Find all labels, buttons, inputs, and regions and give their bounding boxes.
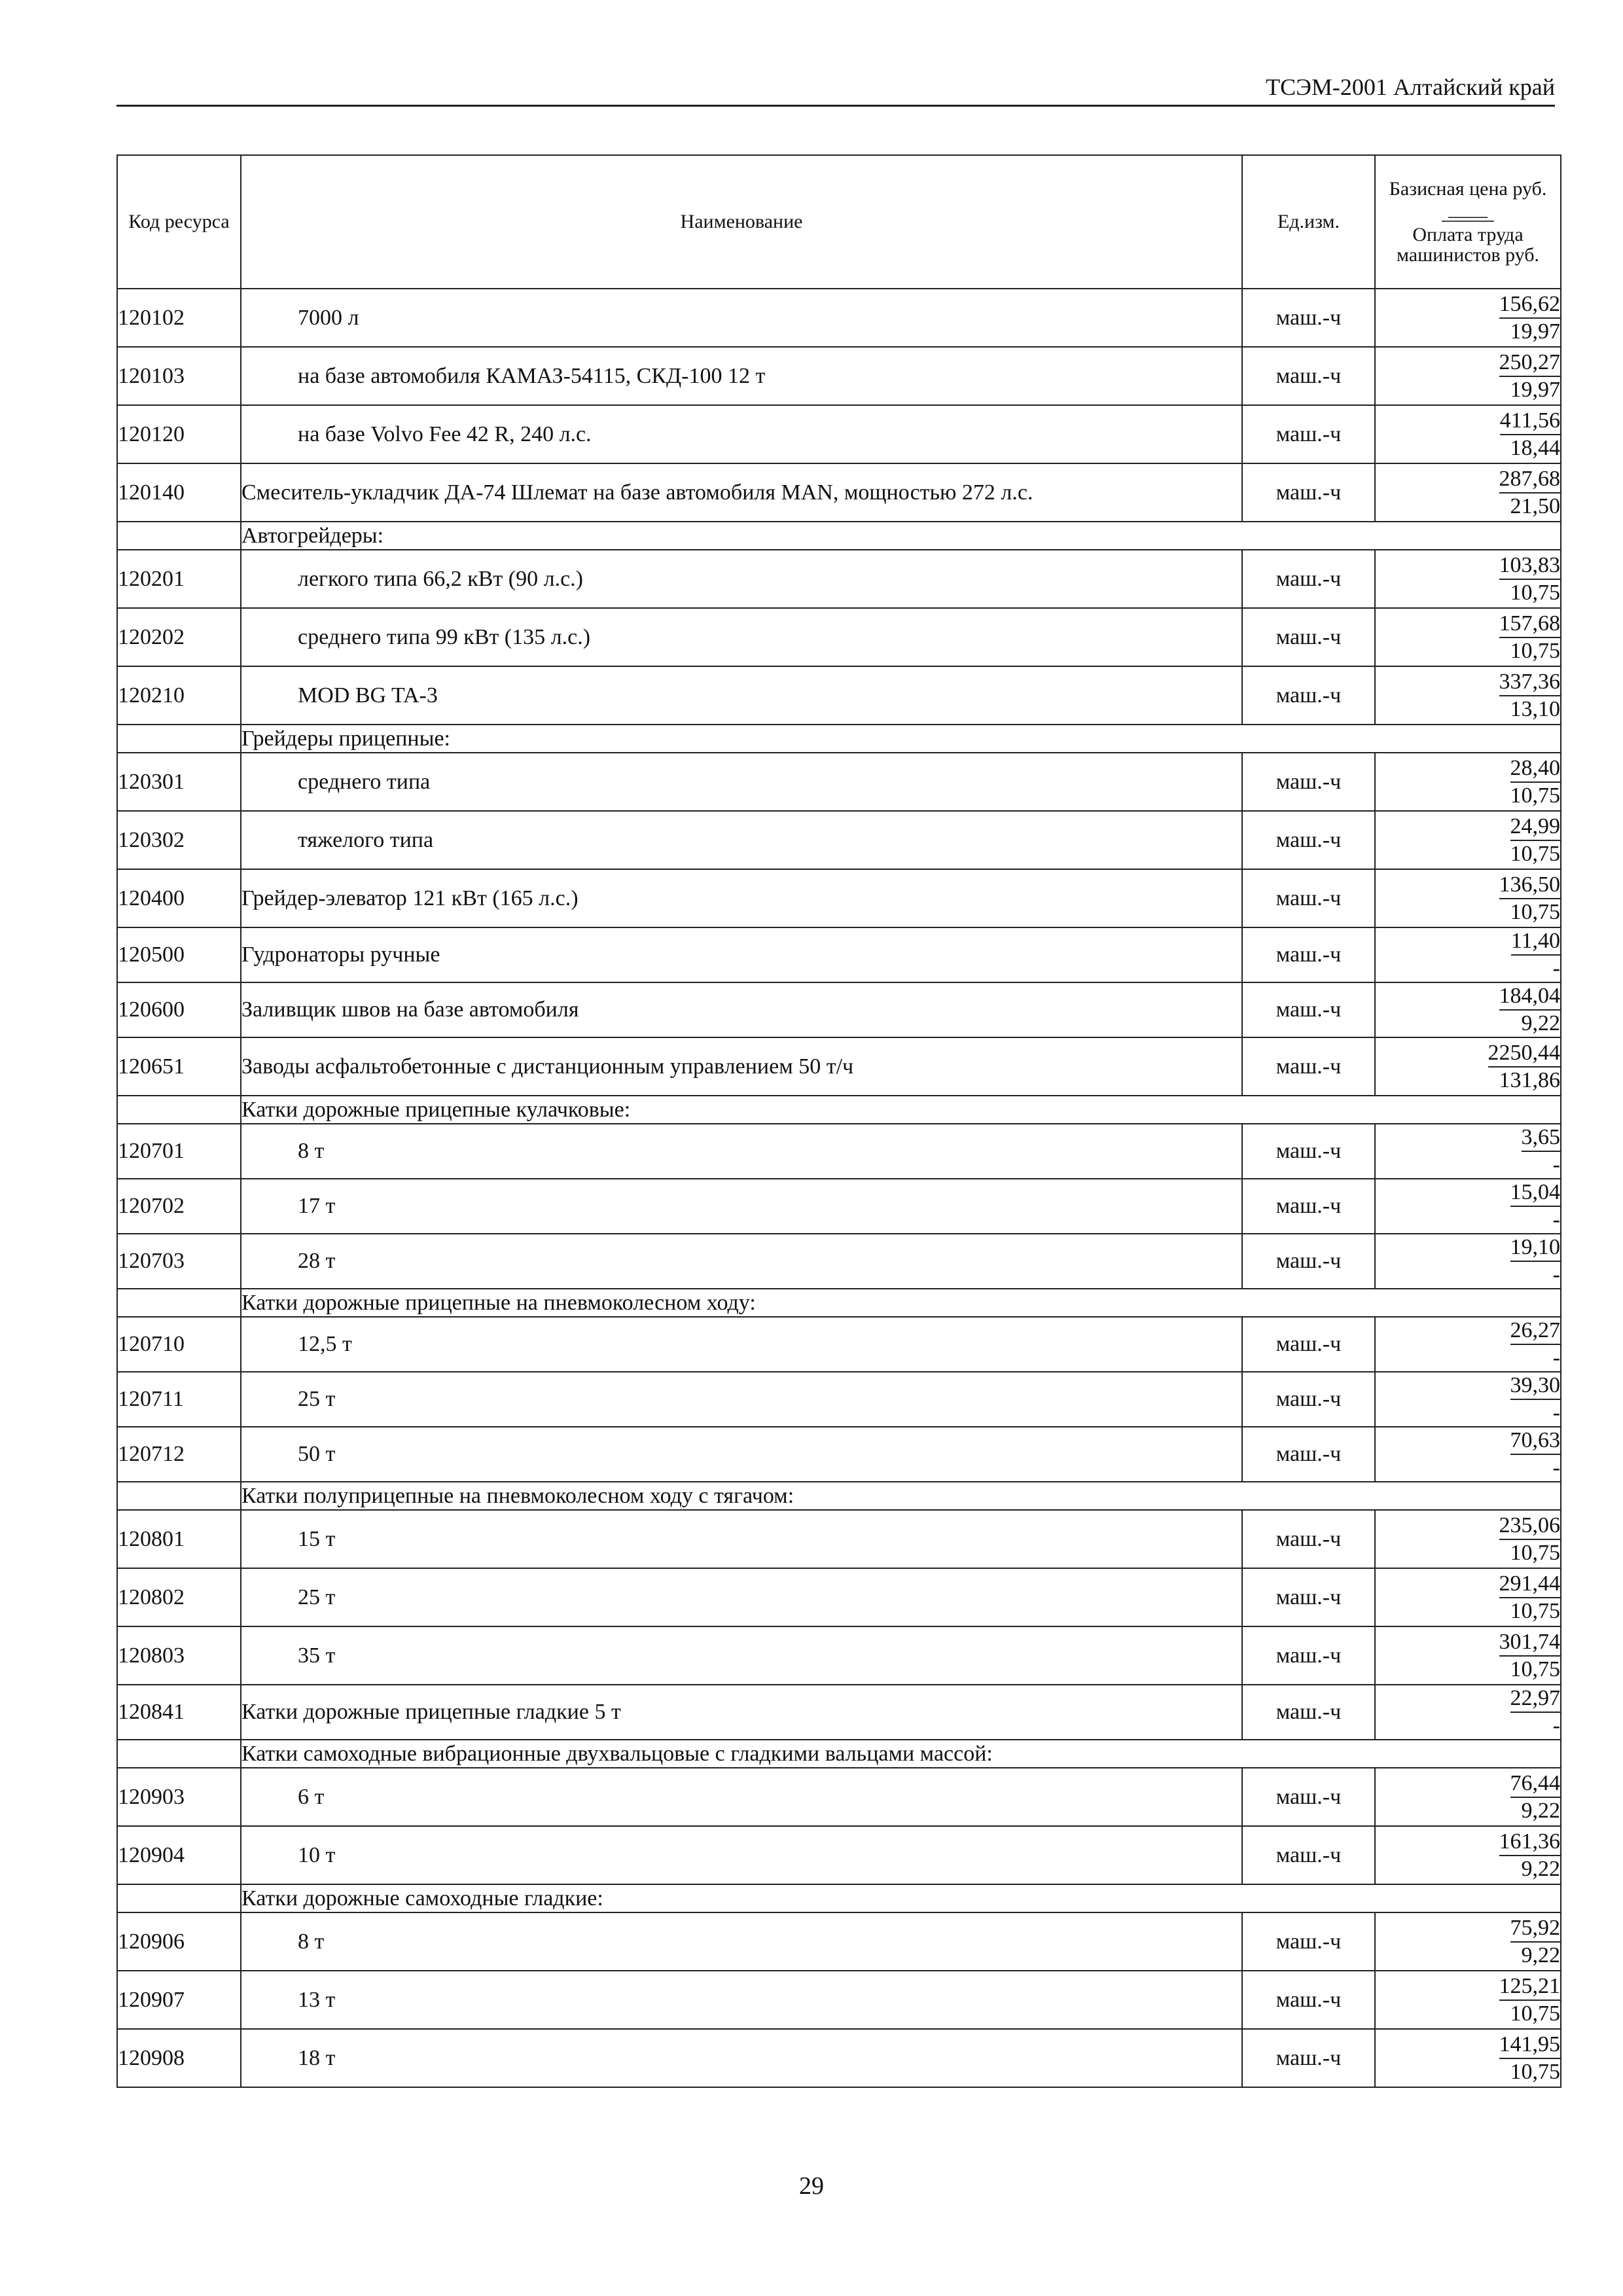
operator-wage: 19,97: [1510, 319, 1560, 344]
unit-of-measure: маш.-ч: [1242, 1626, 1375, 1685]
price-fraction: [1510, 1179, 1561, 1233]
table-row: [117, 1685, 1561, 1740]
header-price: [1375, 155, 1561, 289]
price-fraction: [1499, 466, 1561, 520]
resource-name: 15 т: [241, 1510, 1242, 1568]
table-row: [117, 1372, 1561, 1427]
base-price: 125,21: [1499, 1973, 1561, 2001]
operator-wage: -: [1552, 1456, 1560, 1480]
price-cell: [1375, 869, 1561, 927]
resource-code: 120701: [117, 1124, 241, 1179]
group-heading-row: [117, 1482, 1561, 1510]
operator-wage: 10,75: [1510, 783, 1560, 808]
table-row: [117, 1427, 1561, 1482]
resource-code: 120201: [117, 550, 241, 608]
resource-name: 17 т: [241, 1179, 1242, 1234]
resource-code: 120711: [117, 1372, 241, 1427]
table-row: [117, 1971, 1561, 2029]
operator-wage: 9,22: [1521, 1011, 1560, 1035]
operator-wage: -: [1552, 1208, 1560, 1232]
price-cell: [1375, 1626, 1561, 1685]
base-price: 103,83: [1499, 552, 1561, 580]
operator-wage: 9,22: [1521, 1856, 1560, 1881]
price-cell: [1375, 1037, 1561, 1096]
price-cell: [1375, 463, 1561, 522]
unit-of-measure: маш.-ч: [1242, 405, 1375, 463]
unit-of-measure: маш.-ч: [1242, 1037, 1375, 1096]
unit-of-measure: маш.-ч: [1242, 1971, 1375, 2029]
resource-price-table: [116, 154, 1561, 2088]
operator-wage: 19,97: [1510, 377, 1560, 402]
resource-name: Заливщик швов на базе автомобиля: [241, 982, 1242, 1037]
resource-name: на базе Volvo Fee 42 R, 240 л.с.: [241, 405, 1242, 463]
price-fraction: [1499, 1513, 1561, 1566]
group-heading-row: [117, 1740, 1561, 1768]
resource-code: 120908: [117, 2029, 241, 2087]
header-price-wage: Оплата труда машинистов руб.: [1396, 224, 1540, 266]
price-fraction: [1500, 408, 1560, 461]
price-fraction: [1511, 928, 1560, 982]
resource-code: 120202: [117, 608, 241, 666]
group-heading: Катки дорожные прицепные на пневмоколесном ходу:: [241, 1289, 1561, 1317]
base-price: 11,40: [1511, 928, 1560, 956]
base-price: 235,06: [1499, 1513, 1561, 1540]
base-price: 3,65: [1522, 1124, 1561, 1152]
unit-of-measure: маш.-ч: [1242, 1124, 1375, 1179]
table-row: [117, 811, 1561, 869]
group-heading: Катки полуприцепные на пневмоколесном ходу с тягачом:: [241, 1482, 1561, 1510]
price-cell: [1375, 347, 1561, 405]
operator-wage: 10,75: [1510, 2059, 1560, 2084]
base-price: 287,68: [1499, 466, 1561, 493]
unit-of-measure: маш.-ч: [1242, 869, 1375, 927]
resource-code: 120801: [117, 1510, 241, 1568]
operator-wage: 18,44: [1510, 435, 1560, 460]
group-heading-row: [117, 725, 1561, 753]
resource-name: тяжелого типа: [241, 811, 1242, 869]
resource-name: 8 т: [241, 1124, 1242, 1179]
operator-wage: 10,75: [1510, 638, 1560, 663]
resource-name: 25 т: [241, 1372, 1242, 1427]
resource-name: 25 т: [241, 1568, 1242, 1626]
price-cell: [1375, 405, 1561, 463]
resource-name: 18 т: [241, 2029, 1242, 2087]
price-cell: [1375, 289, 1561, 347]
base-price: 291,44: [1499, 1571, 1561, 1598]
price-cell: [1375, 1372, 1561, 1427]
table-row: [117, 1626, 1561, 1685]
header-rule: [116, 105, 1555, 107]
group-code-cell: [117, 1740, 241, 1768]
table-row: [117, 608, 1561, 666]
table-row: [117, 1234, 1561, 1289]
operator-wage: 9,22: [1521, 1943, 1560, 1967]
resource-name: MOD BG TA-3: [241, 666, 1242, 725]
group-code-cell: [117, 1289, 241, 1317]
resource-name: 7000 л: [241, 289, 1242, 347]
unit-of-measure: маш.-ч: [1242, 289, 1375, 347]
table-row: [117, 666, 1561, 725]
operator-wage: -: [1552, 1346, 1560, 1370]
table-row: [117, 1510, 1561, 1568]
resource-code: 120703: [117, 1234, 241, 1289]
operator-wage: 10,75: [1510, 1540, 1560, 1565]
operator-wage: 10,75: [1510, 580, 1560, 605]
operator-wage: 10,75: [1510, 841, 1560, 866]
price-cell: [1375, 1685, 1561, 1740]
table-row: [117, 1568, 1561, 1626]
resource-name: 13 т: [241, 1971, 1242, 2029]
price-cell: [1375, 1124, 1561, 1179]
table-row: [117, 927, 1561, 982]
table-body: [117, 289, 1561, 2087]
price-fraction: [1499, 872, 1561, 925]
price-cell: [1375, 753, 1561, 811]
base-price: 39,30: [1510, 1372, 1561, 1400]
group-heading: Грейдеры прицепные:: [241, 725, 1561, 753]
group-code-cell: [117, 1096, 241, 1124]
resource-code: 120102: [117, 289, 241, 347]
table-row: [117, 1317, 1561, 1372]
price-cell: [1375, 927, 1561, 982]
price-fraction: [1510, 814, 1561, 867]
resource-code: 120803: [117, 1626, 241, 1685]
base-price: 337,36: [1499, 669, 1561, 696]
price-fraction: [1499, 983, 1561, 1037]
price-cell: [1375, 811, 1561, 869]
price-fraction: [1510, 1234, 1561, 1288]
base-price: 75,92: [1510, 1915, 1561, 1943]
table-row: [117, 753, 1561, 811]
resource-name: Грейдер-элеватор 121 кВт (165 л.с.): [241, 869, 1242, 927]
price-cell: [1375, 982, 1561, 1037]
group-code-cell: [117, 1884, 241, 1912]
base-price: 19,10: [1510, 1234, 1561, 1262]
unit-of-measure: маш.-ч: [1242, 1234, 1375, 1289]
base-price: 184,04: [1499, 983, 1561, 1011]
base-price: 157,68: [1499, 611, 1561, 638]
table-row: [117, 405, 1561, 463]
operator-wage: 9,22: [1521, 1798, 1560, 1823]
price-fraction: [1510, 1427, 1561, 1481]
operator-wage: 10,75: [1510, 1598, 1560, 1623]
base-price: 2250,44: [1488, 1040, 1561, 1067]
header-price-base: Базисная цена руб.: [1389, 178, 1547, 200]
resource-code: 120302: [117, 811, 241, 869]
price-fraction: [1488, 1040, 1561, 1094]
table-row: [117, 550, 1561, 608]
price-fraction: [1510, 1770, 1561, 1824]
table-row: [117, 2029, 1561, 2087]
base-price: 76,44: [1510, 1770, 1561, 1798]
operator-wage: 10,75: [1510, 1657, 1560, 1681]
group-heading-row: [117, 1096, 1561, 1124]
resource-code: 120120: [117, 405, 241, 463]
price-fraction: [1499, 1829, 1561, 1882]
unit-of-measure: маш.-ч: [1242, 1510, 1375, 1568]
price-fraction: [1499, 291, 1561, 345]
group-heading: Катки самоходные вибрационные двухвальцовые с гладкими вальцами массой:: [241, 1740, 1561, 1768]
table-row: [117, 1179, 1561, 1234]
resource-code: 120103: [117, 347, 241, 405]
operator-wage: 13,10: [1510, 696, 1560, 721]
unit-of-measure: маш.-ч: [1242, 1568, 1375, 1626]
resource-code: 120712: [117, 1427, 241, 1482]
price-cell: [1375, 1179, 1561, 1234]
resource-name: Смеситель-укладчик ДА-74 Шлемат на базе автомобиля MAN, мощностью 272 л.с.: [241, 463, 1242, 522]
price-cell: [1375, 550, 1561, 608]
table-row: [117, 1124, 1561, 1179]
unit-of-measure: маш.-ч: [1242, 1826, 1375, 1884]
group-code-cell: [117, 522, 241, 550]
resource-code: 120904: [117, 1826, 241, 1884]
resource-code: 120500: [117, 927, 241, 982]
price-cell: [1375, 608, 1561, 666]
unit-of-measure: маш.-ч: [1242, 1179, 1375, 1234]
unit-of-measure: маш.-ч: [1242, 811, 1375, 869]
resource-name: 28 т: [241, 1234, 1242, 1289]
price-fraction: [1510, 1685, 1561, 1739]
price-fraction: [1510, 1318, 1561, 1371]
operator-wage: -: [1552, 1153, 1560, 1177]
resource-code: 120907: [117, 1971, 241, 2029]
unit-of-measure: маш.-ч: [1242, 1427, 1375, 1482]
resource-code: 120906: [117, 1912, 241, 1971]
page-number: 29: [799, 2172, 824, 2200]
price-fraction: [1499, 2032, 1561, 2085]
resource-code: 120210: [117, 666, 241, 725]
resource-code: 120301: [117, 753, 241, 811]
base-price: 70,63: [1510, 1427, 1561, 1455]
resource-name: 50 т: [241, 1427, 1242, 1482]
group-heading-row: [117, 1884, 1561, 1912]
base-price: 22,97: [1510, 1685, 1561, 1713]
table-row: [117, 289, 1561, 347]
resource-code: 120903: [117, 1768, 241, 1826]
unit-of-measure: маш.-ч: [1242, 982, 1375, 1037]
unit-of-measure: маш.-ч: [1242, 550, 1375, 608]
resource-code: 120702: [117, 1179, 241, 1234]
operator-wage: -: [1552, 1713, 1560, 1738]
table-row: [117, 463, 1561, 522]
price-cell: [1375, 1510, 1561, 1568]
table-header-row: [117, 155, 1561, 289]
resource-code: 120140: [117, 463, 241, 522]
operator-wage: -: [1552, 1263, 1560, 1287]
base-price: 161,36: [1499, 1829, 1561, 1856]
resource-code: 120400: [117, 869, 241, 927]
unit-of-measure: маш.-ч: [1242, 1768, 1375, 1826]
operator-wage: 10,75: [1510, 899, 1560, 924]
base-price: 156,62: [1499, 291, 1561, 319]
group-heading-row: [117, 1289, 1561, 1317]
base-price: 301,74: [1499, 1629, 1561, 1657]
header-code: Код ресурса: [117, 155, 241, 289]
group-code-cell: [117, 725, 241, 753]
price-cell: [1375, 2029, 1561, 2087]
group-heading-row: [117, 522, 1561, 550]
table-row: [117, 1826, 1561, 1884]
unit-of-measure: маш.-ч: [1242, 463, 1375, 522]
price-fraction: [1510, 1372, 1561, 1426]
resource-name: на базе автомобиля КАМАЗ-54115, СКД-100 12 т: [241, 347, 1242, 405]
price-fraction: [1499, 611, 1561, 664]
resource-name: среднего типа: [241, 753, 1242, 811]
base-price: 250,27: [1499, 350, 1561, 377]
price-fraction: [1499, 1571, 1561, 1624]
table-row: [117, 869, 1561, 927]
price-fraction: [1510, 1915, 1561, 1969]
resource-name: 35 т: [241, 1626, 1242, 1685]
price-fraction: [1499, 1973, 1561, 2027]
unit-of-measure: маш.-ч: [1242, 1912, 1375, 1971]
base-price: 28,40: [1510, 755, 1561, 783]
price-cell: [1375, 1912, 1561, 1971]
running-head: ТСЭМ-2001 Алтайский край: [1266, 74, 1555, 100]
resource-name: Заводы асфальтобетонные с дистанционным управлением 50 т/ч: [241, 1037, 1242, 1096]
table-row: [117, 982, 1561, 1037]
resource-name: легкого типа 66,2 кВт (90 л.с.): [241, 550, 1242, 608]
group-heading: Автогрейдеры:: [241, 522, 1561, 550]
header-name: Наименование: [241, 155, 1242, 289]
resource-code: 120802: [117, 1568, 241, 1626]
table-row: [117, 1912, 1561, 1971]
base-price: 141,95: [1499, 2032, 1561, 2059]
resource-code: 120651: [117, 1037, 241, 1096]
price-fraction: [1510, 755, 1561, 809]
unit-of-measure: маш.-ч: [1242, 1685, 1375, 1740]
header-price-divider: ____: [1442, 199, 1494, 222]
unit-of-measure: маш.-ч: [1242, 753, 1375, 811]
resource-code: 120600: [117, 982, 241, 1037]
header-unit: Ед.изм.: [1242, 155, 1375, 289]
base-price: 15,04: [1510, 1179, 1561, 1207]
resource-name: 12,5 т: [241, 1317, 1242, 1372]
price-fraction: [1499, 1629, 1561, 1683]
price-cell: [1375, 1234, 1561, 1289]
operator-wage: 21,50: [1510, 493, 1560, 518]
base-price: 26,27: [1510, 1318, 1561, 1345]
table-row: [117, 1037, 1561, 1096]
base-price: 411,56: [1500, 408, 1560, 435]
unit-of-measure: маш.-ч: [1242, 2029, 1375, 2087]
unit-of-measure: маш.-ч: [1242, 927, 1375, 982]
table-row: [117, 347, 1561, 405]
price-cell: [1375, 1826, 1561, 1884]
unit-of-measure: маш.-ч: [1242, 1317, 1375, 1372]
resource-name: 8 т: [241, 1912, 1242, 1971]
unit-of-measure: маш.-ч: [1242, 1372, 1375, 1427]
resource-name: 10 т: [241, 1826, 1242, 1884]
resource-code: 120710: [117, 1317, 241, 1372]
group-heading: Катки дорожные прицепные кулачковые:: [241, 1096, 1561, 1124]
group-heading: Катки дорожные самоходные гладкие:: [241, 1884, 1561, 1912]
operator-wage: -: [1552, 1401, 1560, 1425]
operator-wage: 10,75: [1510, 2001, 1560, 2026]
resource-name: среднего типа 99 кВт (135 л.с.): [241, 608, 1242, 666]
price-fraction: [1499, 350, 1561, 403]
operator-wage: -: [1552, 956, 1560, 980]
price-cell: [1375, 1768, 1561, 1826]
base-price: 136,50: [1499, 872, 1561, 899]
resource-name: Гудронаторы ручные: [241, 927, 1242, 982]
price-cell: [1375, 1317, 1561, 1372]
unit-of-measure: маш.-ч: [1242, 347, 1375, 405]
price-cell: [1375, 1427, 1561, 1482]
unit-of-measure: маш.-ч: [1242, 608, 1375, 666]
price-fraction: [1499, 669, 1561, 723]
resource-name: Катки дорожные прицепные гладкие 5 т: [241, 1685, 1242, 1740]
resource-name: 6 т: [241, 1768, 1242, 1826]
price-cell: [1375, 1568, 1561, 1626]
operator-wage: 131,86: [1499, 1067, 1560, 1092]
group-code-cell: [117, 1482, 241, 1510]
price-fraction: [1522, 1124, 1561, 1178]
price-fraction: [1499, 552, 1561, 606]
price-cell: [1375, 1971, 1561, 2029]
table-row: [117, 1768, 1561, 1826]
resource-code: 120841: [117, 1685, 241, 1740]
unit-of-measure: маш.-ч: [1242, 666, 1375, 725]
price-cell: [1375, 666, 1561, 725]
base-price: 24,99: [1510, 814, 1561, 841]
